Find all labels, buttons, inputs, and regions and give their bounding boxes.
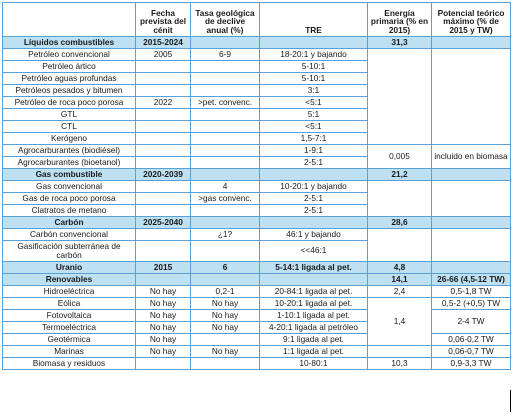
row-name: Petróleo ártico <box>3 61 136 73</box>
row-energy: 4,8 <box>368 262 432 274</box>
table-row <box>3 298 511 310</box>
row-name: Renovables <box>3 274 136 286</box>
row-name: GTL <box>3 109 136 121</box>
section-row-renewables <box>3 274 511 286</box>
row-tre: 5-10:1 <box>260 61 368 73</box>
row-name: Petróleo convencional <box>3 49 136 61</box>
row-potential: 0,5-1,8 TW <box>432 286 511 298</box>
row-name: Gasificación subterránea de carbón <box>3 241 136 262</box>
row-name: Biomasa y residuos <box>3 358 136 370</box>
row-peak: No hay <box>136 298 191 310</box>
row-energy: 0,005 <box>368 145 432 169</box>
row-decline: 4 <box>191 181 260 193</box>
row-tre: 5-14:1 ligada al pet. <box>260 262 368 274</box>
row-name: Gas de roca poco porosa <box>3 193 136 205</box>
table-row <box>3 145 511 157</box>
edge-line <box>510 390 511 412</box>
energy-sources-table <box>2 2 511 370</box>
row-tre: 2-5:1 <box>260 193 368 205</box>
row-tre: 5-10:1 <box>260 73 368 85</box>
row-name: Clatratos de metano <box>3 205 136 217</box>
row-energy: 1,4 <box>368 298 432 346</box>
row-tre: 18-20:1 y bajando <box>260 49 368 61</box>
row-name: Eólica <box>3 298 136 310</box>
header-peak: Fecha prevista del cénit <box>136 3 191 37</box>
row-tre: <<46:1 <box>260 241 368 262</box>
row-energy: 21,2 <box>368 169 432 181</box>
row-name: Petróleo aguas profundas <box>3 73 136 85</box>
section-row-gas <box>3 169 511 181</box>
row-name: Carbón <box>3 217 136 229</box>
row-tre: 2-5:1 <box>260 157 368 169</box>
header-potential: Potencial teórico máximo (% de 2015 y TW) <box>432 3 511 37</box>
section-row-liquids <box>3 37 511 49</box>
row-tre: 10-20:1 ligada al pet. <box>260 298 368 310</box>
row-peak: No hay <box>136 310 191 322</box>
row-tre: 1-9:1 <box>260 145 368 157</box>
row-peak: 2022 <box>136 97 191 109</box>
row-decline: >gas convenc. <box>191 193 260 205</box>
header-decline: Tasa geológica de declive anual (%) <box>191 3 260 37</box>
row-potential: 2-4 TW <box>432 310 511 334</box>
row-potential: 0,5-2 (+0,5) TW <box>432 298 511 310</box>
table-row <box>3 358 511 370</box>
header-energy: Energía primaria (% en 2015) <box>368 3 432 37</box>
row-decline: No hay <box>191 298 260 310</box>
row-tre: 3:1 <box>260 85 368 97</box>
row-potential: 26-66 (4,5-12 TW) <box>432 274 511 286</box>
row-name: Gas convencional <box>3 181 136 193</box>
row-tre: 20-84:1 ligada al pet. <box>260 286 368 298</box>
table-row <box>3 286 511 298</box>
row-decline: No hay <box>191 346 260 358</box>
table-row <box>3 310 511 322</box>
row-peak: 2020-2039 <box>136 169 191 181</box>
row-name: Líquidos combustibles <box>3 37 136 49</box>
row-tre: <5:1 <box>260 121 368 133</box>
row-name: Geotérmica <box>3 334 136 346</box>
header-row <box>3 3 511 37</box>
section-row-coal <box>3 217 511 229</box>
row-peak: 2015 <box>136 262 191 274</box>
row-decline: No hay <box>191 322 260 334</box>
row-name: Uranio <box>3 262 136 274</box>
row-name: Agrocarburantes (bioetanol) <box>3 157 136 169</box>
row-peak: 2025-2040 <box>136 217 191 229</box>
table-row <box>3 229 511 241</box>
row-peak: No hay <box>136 346 191 358</box>
row-peak: No hay <box>136 286 191 298</box>
row-peak: No hay <box>136 334 191 346</box>
header-tre: TRE <box>260 3 368 37</box>
row-tre: 4-20:1 ligada al petróleo <box>260 322 368 334</box>
row-energy: 10,3 <box>368 358 432 370</box>
row-name: Agrocarburantes (biodiésel) <box>3 145 136 157</box>
row-potential: 0,9-3,3 TW <box>432 358 511 370</box>
row-decline: 0,2-1 <box>191 286 260 298</box>
row-name: Gas combustible <box>3 169 136 181</box>
row-name: Petróleos pesados y bitumen <box>3 85 136 97</box>
row-tre: 5:1 <box>260 109 368 121</box>
row-peak: 2005 <box>136 49 191 61</box>
row-tre: 10-80:1 <box>260 358 368 370</box>
row-energy: 31,3 <box>368 37 432 49</box>
row-tre: 9:1 ligada al pet. <box>260 334 368 346</box>
row-potential: 0,06-0,2 TW <box>432 334 511 346</box>
row-decline: >pet. convenc. <box>191 97 260 109</box>
row-tre: 1:1 ligada al pet. <box>260 346 368 358</box>
row-name: Hidroeléctrica <box>3 286 136 298</box>
table-row <box>3 49 511 61</box>
row-tre: 2-5:1 <box>260 205 368 217</box>
row-name: CTL <box>3 121 136 133</box>
header-name <box>3 3 136 37</box>
row-decline: ¿1? <box>191 229 260 241</box>
section-row-uranium <box>3 262 511 274</box>
row-name: Termoeléctrica <box>3 322 136 334</box>
row-name: Petróleo de roca poco porosa <box>3 97 136 109</box>
row-name: Marinas <box>3 346 136 358</box>
row-decline: 6 <box>191 262 260 274</box>
row-tre: <5:1 <box>260 97 368 109</box>
row-energy: 14,1 <box>368 274 432 286</box>
table-row <box>3 346 511 358</box>
row-decline: 6-9 <box>191 49 260 61</box>
row-peak: 2015-2024 <box>136 37 191 49</box>
row-peak: No hay <box>136 322 191 334</box>
row-tre: 10-20:1 y bajando <box>260 181 368 193</box>
table-row <box>3 334 511 346</box>
row-tre: 1,5-7:1 <box>260 133 368 145</box>
row-name: Carbón convencional <box>3 229 136 241</box>
row-potential: 0,06-0,7 TW <box>432 346 511 358</box>
row-tre: 46:1 y bajando <box>260 229 368 241</box>
row-decline: No hay <box>191 310 260 322</box>
row-name: Kerógeno <box>3 133 136 145</box>
row-energy: 2,4 <box>368 286 432 298</box>
row-tre: 1-10:1 ligada al pet. <box>260 310 368 322</box>
row-energy: 28,6 <box>368 217 432 229</box>
row-potential: incluido en biomasa <box>432 145 511 169</box>
row-name: Fotovoltaica <box>3 310 136 322</box>
table-row <box>3 181 511 193</box>
